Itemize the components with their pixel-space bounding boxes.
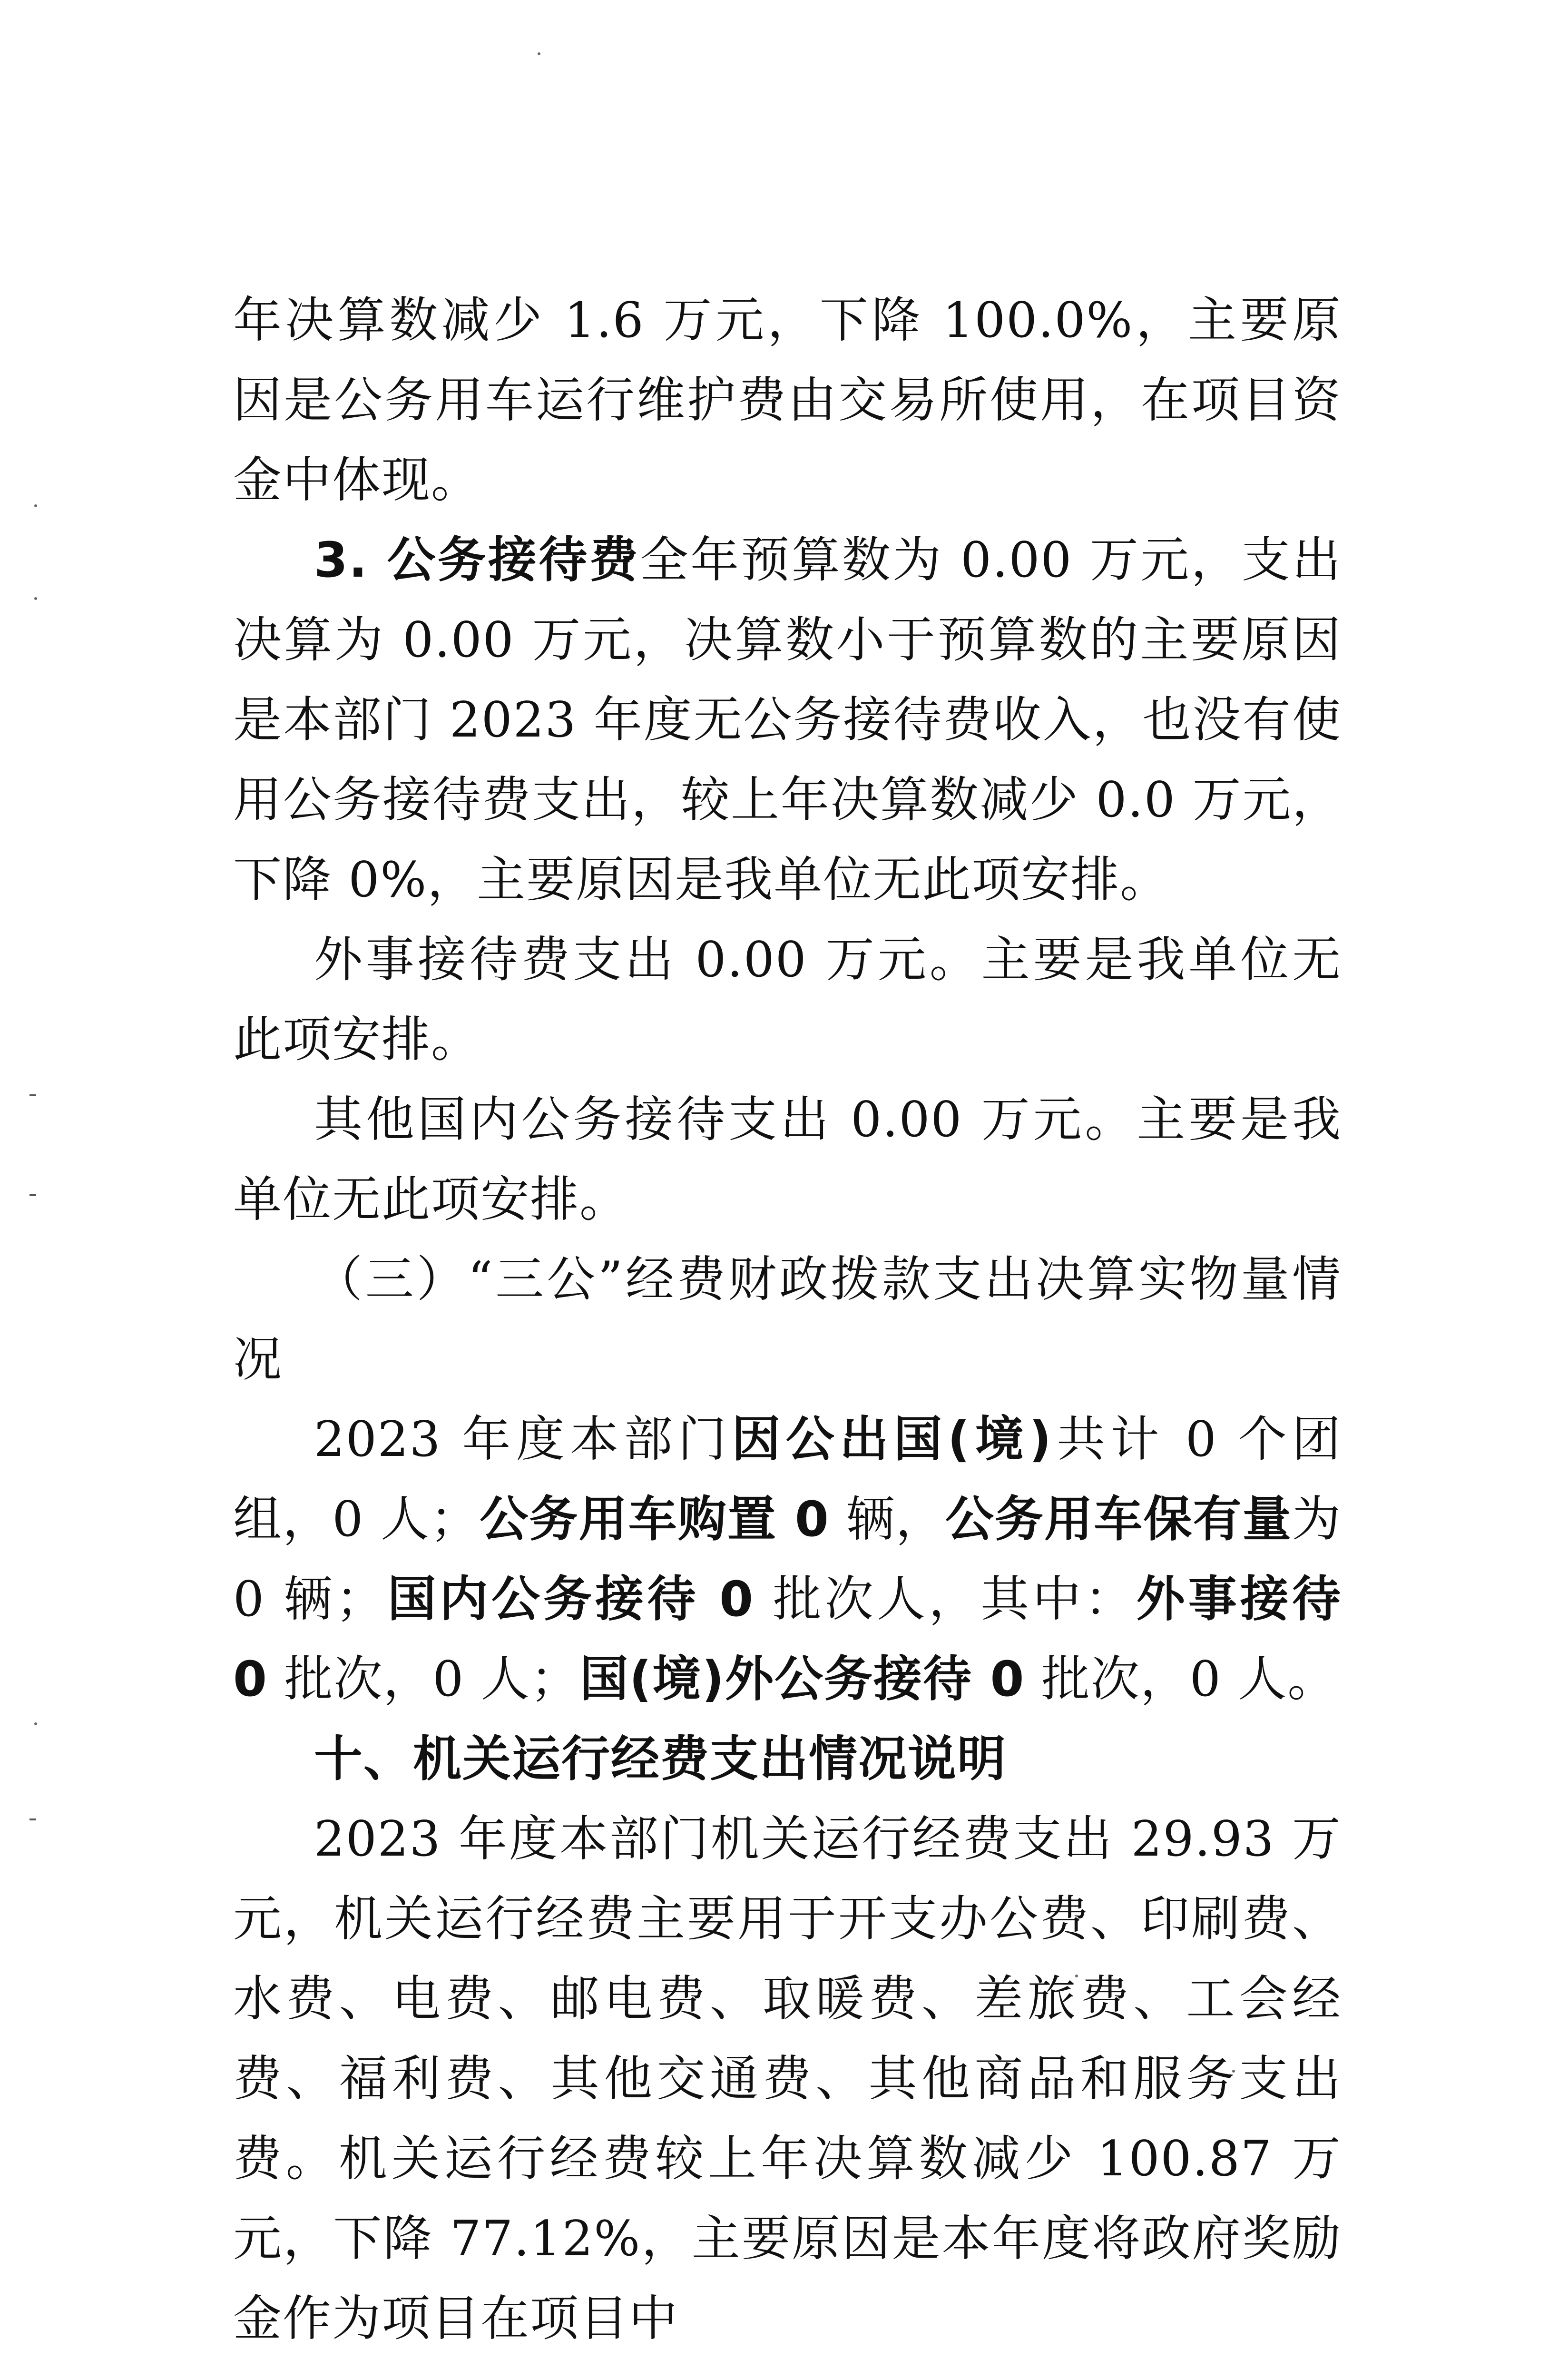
text-span: 2023 年度本部门 [314,1411,732,1468]
paragraph-1: 年决算数减少 1.6 万元，下降 100.0%，主要原因是公务用车运行维护费由交易所使用，在项目资金中体现。 [233,292,1342,509]
text-span: 辆， [829,1491,945,1548]
paragraph-domestic-reception: 其他国内公务接待支出 0.00 万元。主要是我单位无此项安排。 [233,1091,1342,1228]
bold-span: 公务用车购置 0 [480,1491,830,1548]
scan-speck [34,504,37,507]
paragraph-physical-quantity [233,1400,1342,1720]
scan-speck [34,1722,37,1725]
scan-speck [29,1094,36,1096]
text-span: 批次人，其中： [754,1571,1137,1628]
paragraph-reception-fee [233,521,1342,920]
reception-fee-label: 3. 公务接待费 [314,532,640,589]
bold-span: 因公出国(境) [732,1411,1052,1468]
text-span: 为 0 辆； [233,1491,1342,1628]
bold-span: 公务用车保有量 [945,1491,1293,1548]
section-heading-physical-quantity: （三）“三公”经费财政拨款支出决算实物量情况 [233,1251,1342,1388]
scan-speck [538,52,540,55]
scan-speck [29,1818,36,1820]
paragraph-operating-expenses: 2023 年度本部门机关运行经费支出 29.93 万元，机关运行经费主要用于开支办公费、印刷费、水费、电费、邮电费、取暖费、差旅费、工会经费、福利费、其他交通费、其他商品和服务支出费。机关运行经费较上年决算数减少 100.87 万元，下降 77.12%，主要原因是本年度将政府奖励金作为项目在项目中 [233,1811,1342,2347]
bold-span: 国内公务接待 0 [385,1571,755,1628]
scan-speck [34,597,37,600]
section-heading-operating-expenses: 十、机关运行经费支出情况说明 [314,1731,1007,1788]
bold-span: 国(境)外公务接待 0 [579,1651,1025,1708]
text-span: 批次，0 人。 [1025,1651,1337,1708]
text-span: 批次，0 人； [267,1651,580,1708]
body-text [233,281,1342,2359]
scan-speck [29,1194,36,1196]
paragraph-foreign-reception: 外事接待费支出 0.00 万元。主要是我单位无此项安排。 [233,932,1342,1068]
bold-span: 外事接待 0 [233,1571,1342,1708]
text-span: 共计 0 个团组，0 人； [233,1411,1342,1548]
reception-fee-text: 全年预算数为 0.00 万元，支出决算为 0.00 万元，决算数小于预算数的主要原因是本部门 2023 年度无公务接待费收入，也没有使用公务接待费支出，较上年决算数减少 0.0 万元，下降 0%，主要原因是我单位无此项安排。 [233,532,1342,908]
